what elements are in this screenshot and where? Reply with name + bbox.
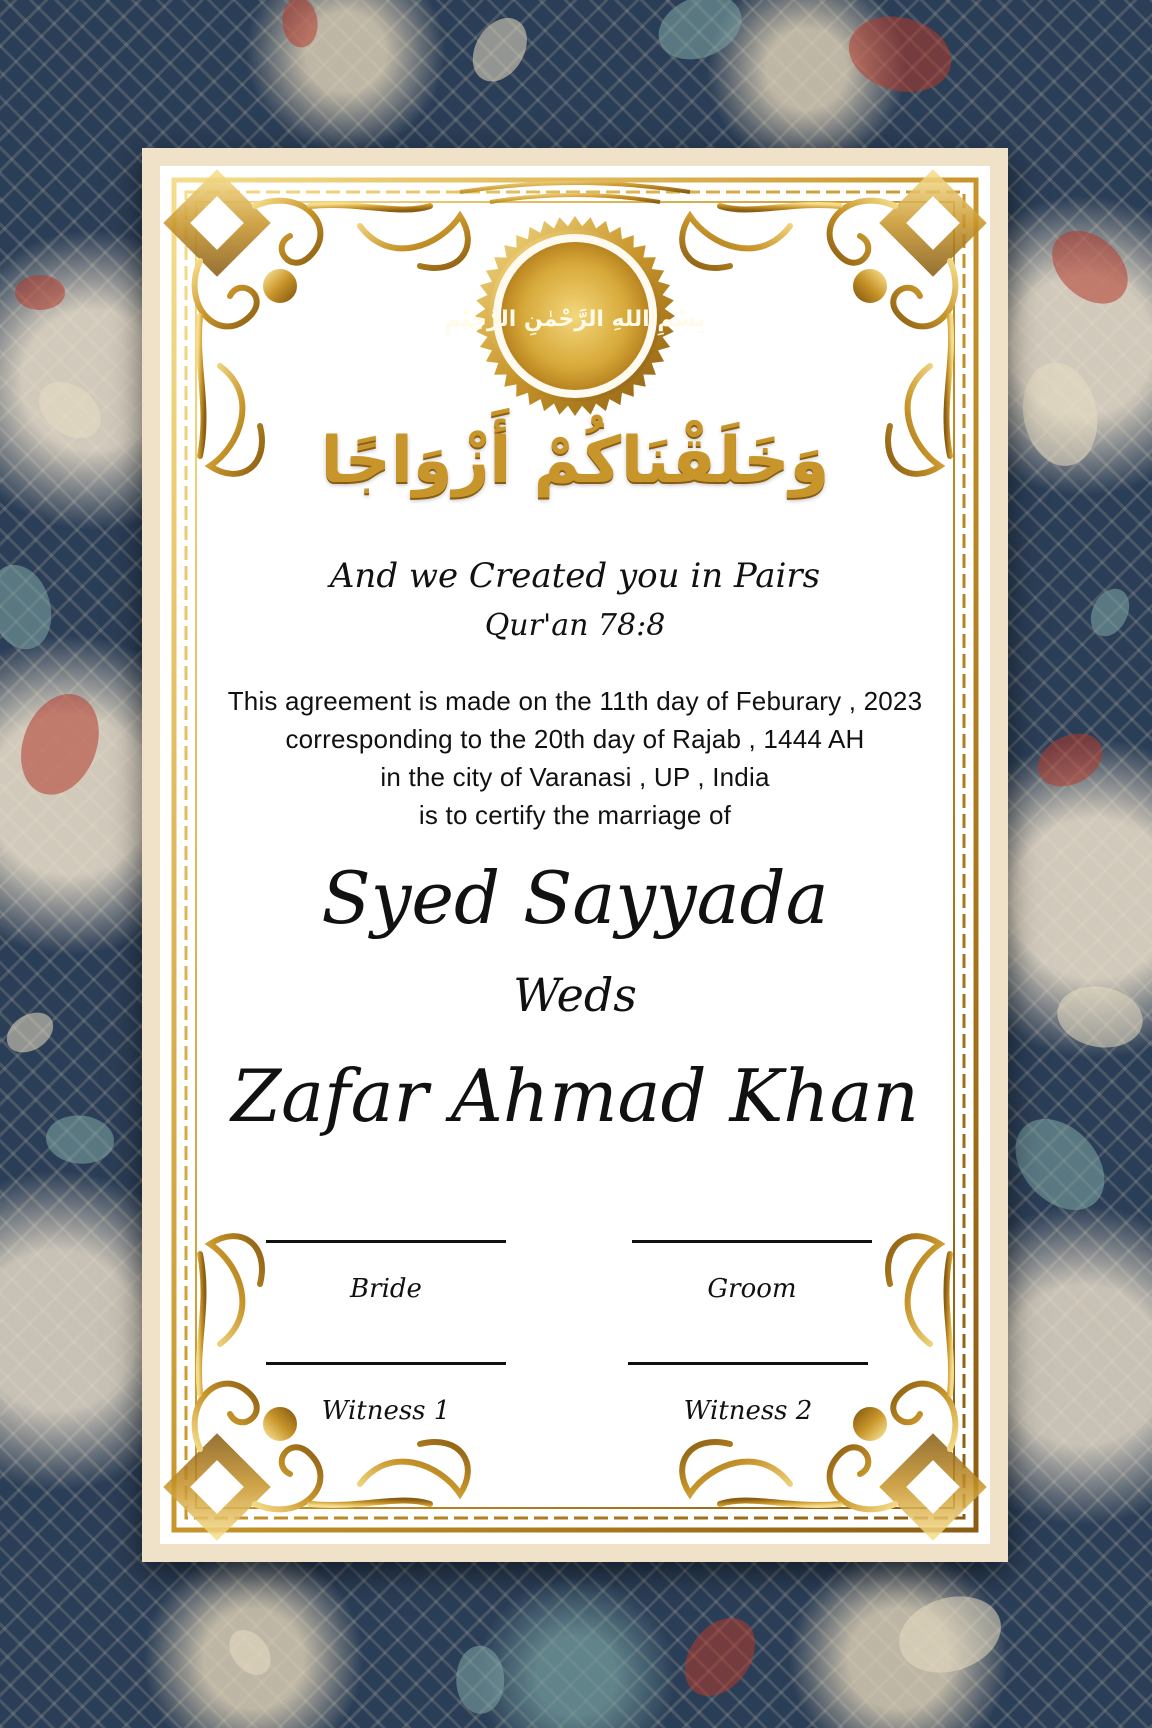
groom-signature-line <box>632 1240 872 1243</box>
flower-petal-decoration <box>280 0 320 49</box>
flower-petal-decoration <box>44 1113 116 1166</box>
bride-signature-line <box>266 1240 506 1243</box>
witness1-signature-label: Witness 1 <box>321 1396 451 1426</box>
flower-petal-decoration <box>1083 582 1136 642</box>
flower-petal-decoration <box>670 1605 769 1710</box>
bride-name: Syed Sayyada <box>321 856 829 940</box>
arabic-verse: وَخَلَقْنَاكُمْ أَزْوَاجًا <box>320 424 830 498</box>
flower-petal-decoration <box>0 557 61 656</box>
flower-petal-decoration <box>462 8 538 91</box>
flower-petal-decoration <box>7 683 112 806</box>
seal-calligraphy: بِسْمِ اللهِ الرَّحْمٰنِ الرَّحِيْمِ <box>444 307 706 332</box>
flower-petal-decoration <box>221 1622 279 1683</box>
agreement-line: in the city of Varanasi , UP , India <box>380 762 770 792</box>
verse-reference: Qur'an 78:8 <box>484 608 666 643</box>
gold-frame <box>160 166 990 1544</box>
agreement-line: is to certify the marriage of <box>418 800 732 830</box>
groom-signature-label: Groom <box>707 1274 797 1304</box>
flower-petal-decoration <box>840 6 959 103</box>
certificate-paper <box>160 166 990 1544</box>
flower-petal-decoration <box>15 275 65 310</box>
bismillah-seal-icon <box>445 216 706 416</box>
verse-translation: And we Created you in Pairs <box>329 556 821 596</box>
weds-text: Weds <box>513 968 637 1022</box>
flower-petal-decoration <box>1029 723 1111 796</box>
flower-petal-decoration <box>456 1645 505 1714</box>
groom-name: Zafar Ahmad Khan <box>231 1054 919 1138</box>
agreement-line: This agreement is made on the 11th day of Feburary , 2023 <box>227 686 923 716</box>
certificate-card <box>142 148 1008 1562</box>
flower-petal-decoration <box>29 370 112 449</box>
bride-signature-label: Bride <box>350 1274 422 1304</box>
flower-petal-decoration <box>1052 980 1147 1054</box>
flower-petal-decoration <box>0 1004 60 1060</box>
agreement-line: corresponding to the 20th day of Rajab , 1444 AH <box>285 724 865 754</box>
flower-petal-decoration <box>1038 216 1142 318</box>
flower-petal-decoration <box>649 0 751 71</box>
flower-petal-decoration <box>998 1102 1122 1228</box>
witness2-signature-line <box>628 1362 868 1365</box>
witness2-signature-label: Witness 2 <box>683 1396 813 1426</box>
witness1-signature-line <box>266 1362 506 1365</box>
flower-petal-decoration <box>1014 356 1105 472</box>
flower-petal-decoration <box>890 1584 1011 1684</box>
